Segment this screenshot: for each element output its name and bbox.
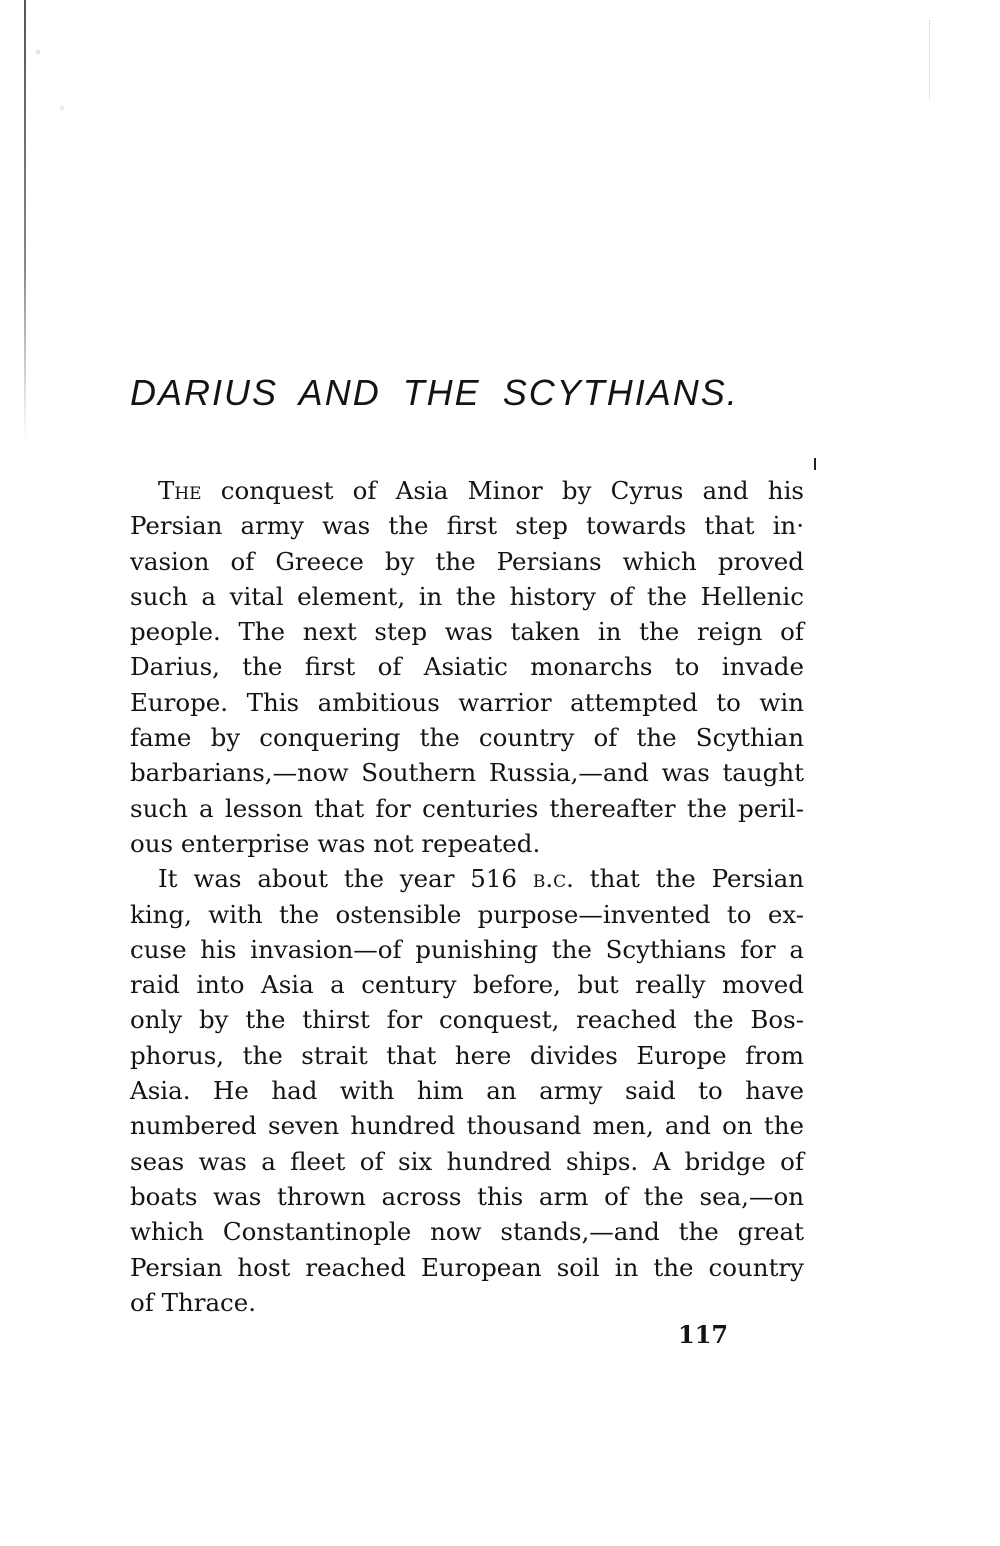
era-abbrev: b.c. xyxy=(532,864,574,894)
text-line: Persian host reached European soil in the country xyxy=(130,1252,804,1282)
text-line: only by the thirst for conquest, reached the Bos- xyxy=(130,1005,804,1035)
lead-word: The xyxy=(158,476,202,505)
text-line xyxy=(130,861,804,896)
text-line: of Thrace. xyxy=(130,1287,257,1317)
text-line: raid into Asia a century before, but really moved xyxy=(130,970,804,1000)
stray-mark xyxy=(814,458,816,470)
text-line: vasion of Greece by the Persians which proved xyxy=(130,546,804,576)
text-line: people. The next step was taken in the reign of xyxy=(130,617,804,647)
scan-speckle xyxy=(26,10,86,150)
text-line: boats was thrown across this arm of the sea,—on xyxy=(130,1181,804,1211)
text-line: phorus, the strait that here divides Europe from xyxy=(130,1040,804,1070)
text-line: Asia. He had with him an army said to have xyxy=(130,1076,804,1106)
text-line: such a vital element, in the history of the Hellenic xyxy=(130,581,804,611)
paragraph-2 xyxy=(130,861,804,1320)
text-line: Europe. This ambitious warrior attempted to win xyxy=(130,687,804,717)
text-line: cuse his invasion—of punishing the Scythians for a xyxy=(130,934,804,964)
chapter-title: DARIUS AND THE SCYTHIANS. xyxy=(130,372,739,413)
text-line: numbered seven hundred thousand men, and on the xyxy=(130,1111,804,1141)
scan-speckle-corner xyxy=(929,20,970,100)
text-line xyxy=(130,473,804,508)
text-line-pre: It was about the year 516 xyxy=(158,864,533,894)
body-text xyxy=(130,473,804,1320)
text-line: such a lesson that for centuries thereafter the peril- xyxy=(130,793,804,823)
text-line: seas was a fleet of six hundred ships. A bridge of xyxy=(130,1146,804,1176)
paragraph-1 xyxy=(130,473,804,861)
text-line: king, with the ostensible purpose—invented to ex- xyxy=(130,899,804,929)
text-line-post: that the Persian xyxy=(573,864,804,894)
text-line: which Constantinople now stands,—and the great xyxy=(130,1217,804,1247)
text-line: ous enterprise was not repeated. xyxy=(130,828,541,858)
text-line: Darius, the first of Asiatic monarchs to invade xyxy=(130,652,804,682)
text-line: barbarians,—now Southern Russia,—and was taught xyxy=(130,758,804,788)
page-number: 117 xyxy=(678,1320,729,1349)
text-line-rest: conquest of Asia Minor by Cyrus and his xyxy=(201,476,804,505)
text-line: Persian army was the first step towards that in· xyxy=(130,511,804,541)
text-line: fame by conquering the country of the Scythian xyxy=(130,723,804,753)
